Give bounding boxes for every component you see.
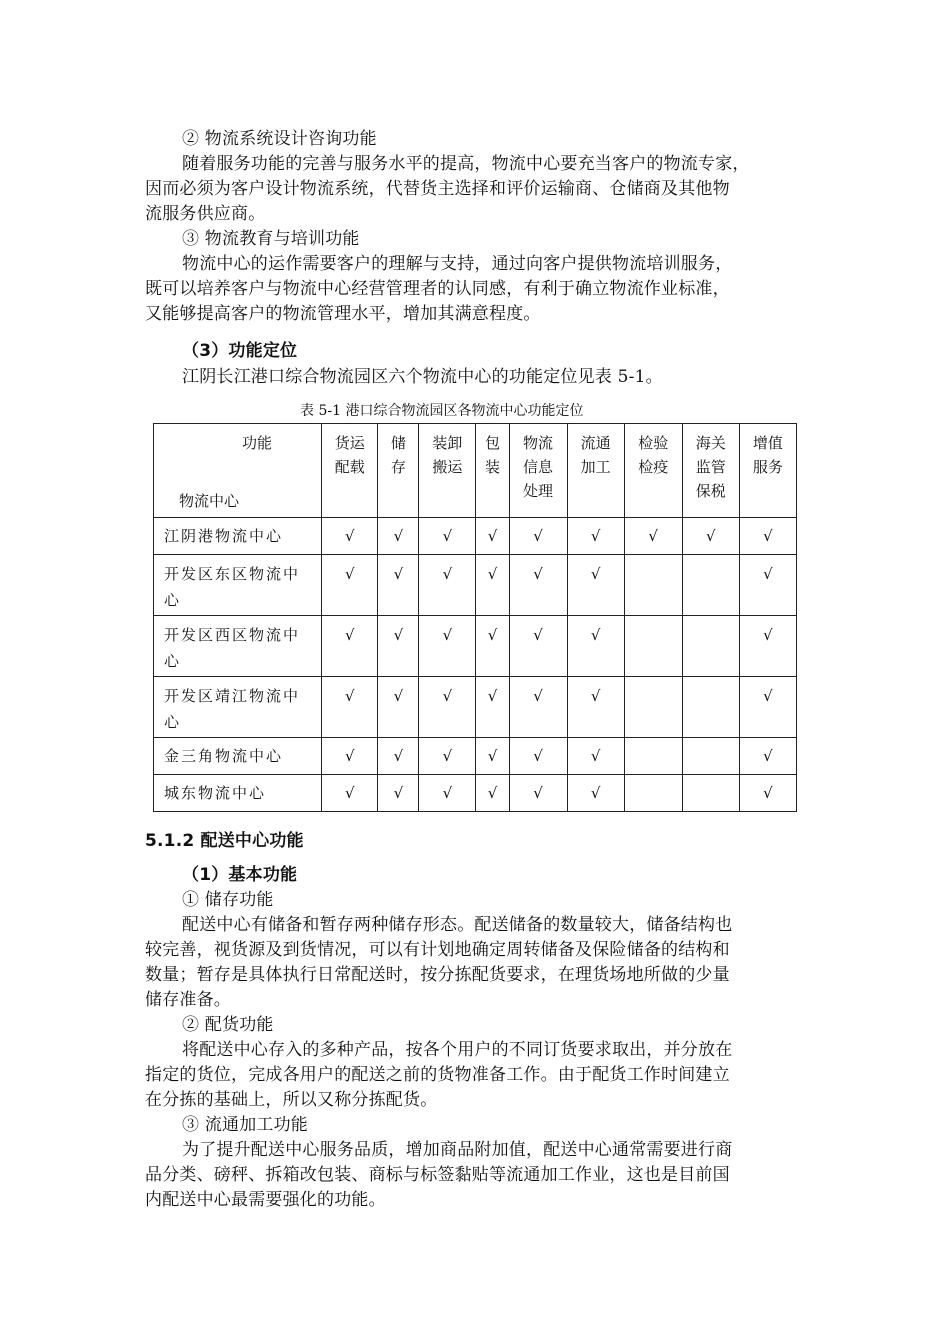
check-cell <box>624 775 682 812</box>
paragraph-line: 内配送中心最需要强化的功能。 <box>145 1190 386 1210</box>
function-table <box>153 423 797 812</box>
check-cell: √ <box>419 555 476 616</box>
check-cell: √ <box>739 555 796 616</box>
check-cell: √ <box>739 738 796 775</box>
paragraph-line: 既可以培养客户与物流中心经营管理者的认同感，有利于确立物流作业标准， <box>145 279 730 299</box>
paragraph-line: 指定的货位，完成各用户的配送之前的货物准备工作。由于配货工作时间建立 <box>145 1065 730 1085</box>
paragraph-line: 为了提升配送中心服务品质，增加商品附加值，配送中心通常需要进行商 <box>182 1140 733 1160</box>
column-header: 物流 信息 处理 <box>509 424 567 518</box>
subheading-basic: （1）基本功能 <box>182 865 298 885</box>
check-cell: √ <box>476 518 509 555</box>
column-header: 储 存 <box>378 424 419 518</box>
check-cell: √ <box>378 555 419 616</box>
paragraph-line: 在分拣的基础上，所以又称分拣配货。 <box>145 1090 438 1110</box>
table-row <box>154 775 797 812</box>
column-header: 货运 配载 <box>322 424 378 518</box>
check-cell: √ <box>624 518 682 555</box>
check-cell: √ <box>739 677 796 738</box>
subheading-consulting: ② 物流系统设计咨询功能 <box>182 129 377 149</box>
paragraph-line: 流服务供应商。 <box>145 204 266 224</box>
check-cell: √ <box>476 738 509 775</box>
row-name: 城东物流中心 <box>154 775 322 812</box>
paragraph-line: 因而必须为客户设计物流系统，代替货主选择和评价运输商、仓储商及其他物 <box>145 179 730 199</box>
check-cell: √ <box>322 677 378 738</box>
paragraph-line: 将配送中心存入的多种产品，按各个用户的不同订货要求取出，并分放在 <box>182 1040 733 1060</box>
check-cell: √ <box>419 616 476 677</box>
check-cell: √ <box>419 518 476 555</box>
check-cell <box>682 677 739 738</box>
check-cell: √ <box>567 518 624 555</box>
check-cell: √ <box>419 677 476 738</box>
check-cell: √ <box>476 775 509 812</box>
table-row <box>154 518 797 555</box>
check-cell: √ <box>682 518 739 555</box>
check-cell <box>682 775 739 812</box>
check-cell: √ <box>509 616 567 677</box>
check-cell <box>624 555 682 616</box>
paragraph-line: 品分类、磅秤、拆箱改包装、商标与标签黏贴等流通加工作业，这也是目前国 <box>145 1165 730 1185</box>
check-cell: √ <box>739 518 796 555</box>
table-corner-cell <box>154 424 322 518</box>
subheading-training: ③ 物流教育与培训功能 <box>182 229 360 249</box>
check-cell: √ <box>322 775 378 812</box>
column-header: 包 装 <box>476 424 509 518</box>
check-cell: √ <box>476 616 509 677</box>
paragraph-line: 随着服务功能的完善与服务水平的提高，物流中心要充当客户的物流专家， <box>182 154 750 174</box>
check-cell: √ <box>567 677 624 738</box>
paragraph-line: 较完善，视货源及到货情况，可以有计划地确定周转储备及保险储备的结构和 <box>145 940 730 960</box>
check-cell: √ <box>322 555 378 616</box>
check-cell: √ <box>419 775 476 812</box>
table-row <box>154 616 797 677</box>
table-row <box>154 677 797 738</box>
check-cell <box>682 616 739 677</box>
check-cell: √ <box>322 738 378 775</box>
section-heading-distribution: 5.1.2 配送中心功能 <box>145 831 304 851</box>
check-cell <box>682 555 739 616</box>
check-cell: √ <box>509 518 567 555</box>
column-header: 检验 检疫 <box>624 424 682 518</box>
subheading-allocation: ② 配货功能 <box>182 1015 274 1035</box>
check-cell: √ <box>378 677 419 738</box>
check-cell <box>624 738 682 775</box>
check-cell: √ <box>378 775 419 812</box>
check-cell: √ <box>322 518 378 555</box>
row-name: 开发区西区物流中 心 <box>154 616 322 677</box>
check-cell: √ <box>509 738 567 775</box>
check-cell: √ <box>509 677 567 738</box>
paragraph-line: 物流中心的运作需要客户的理解与支持，通过向客户提供物流培训服务， <box>182 254 733 274</box>
check-cell: √ <box>378 616 419 677</box>
column-header: 增值 服务 <box>739 424 796 518</box>
row-name: 开发区靖江物流中 心 <box>154 677 322 738</box>
table-row <box>154 738 797 775</box>
paragraph-line: 数量；暂存是具体执行日常配送时，按分拣配货要求，在理货场地所做的少量 <box>145 965 730 985</box>
corner-center-label: 物流中心 <box>179 492 240 510</box>
row-name: 江阴港物流中心 <box>154 518 322 555</box>
check-cell <box>682 738 739 775</box>
row-name: 金三角物流中心 <box>154 738 322 775</box>
check-cell: √ <box>739 616 796 677</box>
column-header: 装卸 搬运 <box>419 424 476 518</box>
check-cell: √ <box>509 775 567 812</box>
corner-function-label: 功能 <box>242 434 273 452</box>
check-cell: √ <box>739 775 796 812</box>
check-cell: √ <box>378 738 419 775</box>
check-cell <box>624 677 682 738</box>
subheading-processing: ③ 流通加工功能 <box>182 1115 309 1135</box>
check-cell: √ <box>476 677 509 738</box>
check-cell: √ <box>378 518 419 555</box>
table-caption: 表 5-1 港口综合物流园区各物流中心功能定位 <box>300 403 584 419</box>
column-header: 海关 监管 保税 <box>682 424 739 518</box>
paragraph-line: 配送中心有储备和暂存两种储存形态。配送储备的数量较大，储备结构也 <box>182 915 733 935</box>
check-cell: √ <box>567 616 624 677</box>
section-heading-positioning: （3）功能定位 <box>182 341 298 361</box>
paragraph-line: 又能够提高客户的物流管理水平，增加其满意程度。 <box>145 304 541 324</box>
check-cell: √ <box>567 738 624 775</box>
paragraph-line: 江阴长江港口综合物流园区六个物流中心的功能定位见表 5-1。 <box>182 367 663 387</box>
check-cell: √ <box>567 775 624 812</box>
check-cell: √ <box>419 738 476 775</box>
row-name: 开发区东区物流中 心 <box>154 555 322 616</box>
check-cell <box>624 616 682 677</box>
table-header-row <box>154 424 797 518</box>
check-cell: √ <box>476 555 509 616</box>
subheading-storage: ① 储存功能 <box>182 890 274 910</box>
paragraph-line: 储存准备。 <box>145 990 231 1010</box>
check-cell: √ <box>509 555 567 616</box>
check-cell: √ <box>567 555 624 616</box>
check-cell: √ <box>322 616 378 677</box>
table-row <box>154 555 797 616</box>
column-header: 流通 加工 <box>567 424 624 518</box>
